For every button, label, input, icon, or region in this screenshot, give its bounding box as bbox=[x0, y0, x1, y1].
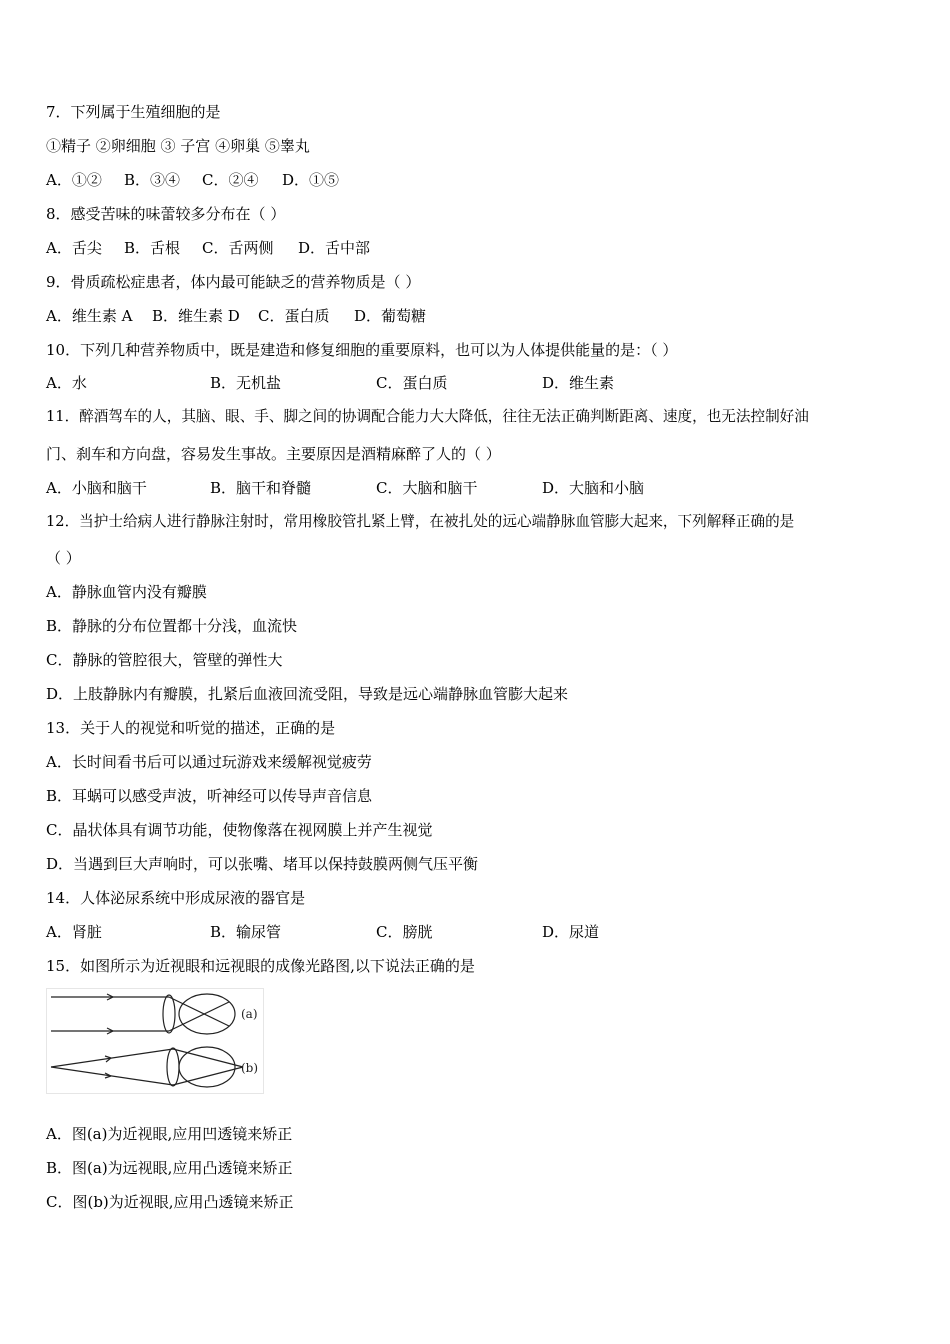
option-c: C．舌两侧 bbox=[202, 239, 274, 257]
question-12-option-d: D．上肢静脉内有瓣膜，扎紧后血液回流受阻，导致是远心端静脉血管膨大起来 bbox=[46, 685, 569, 703]
question-13-option-c: C．晶状体具有调节功能，使物像落在视网膜上并产生视觉 bbox=[46, 821, 433, 839]
question-12-option-b: B．静脉的分布位置都十分浅，血流快 bbox=[46, 617, 298, 635]
option-d: D．葡萄糖 bbox=[354, 307, 427, 325]
question-10-stem: 10．下列几种营养物质中，既是建造和修复细胞的重要原料，也可以为人体提供能量的是：（ ） bbox=[46, 341, 678, 359]
question-13-option-b: B．耳蜗可以感受声波，听神经可以传导声音信息 bbox=[46, 787, 373, 805]
question-15-option-b: B．图(a)为远视眼,应用凸透镜来矫正 bbox=[46, 1159, 293, 1177]
option-b: B．无机盐 bbox=[210, 374, 282, 392]
question-12-stem-line1: 12．当护士给病人进行静脉注射时，常用橡胶管扎紧上臂，在被扎处的远心端静脉血管膨大起来，下列解释正确的是 bbox=[46, 513, 795, 530]
option-a: A．舌尖 bbox=[46, 239, 102, 257]
question-12-stem-line2: （ ） bbox=[46, 549, 81, 567]
option-c: C．大脑和脑干 bbox=[376, 479, 478, 497]
option-b: B．维生素 D bbox=[152, 307, 240, 325]
question-8-stem: 8．感受苦味的味蕾较多分布在（ ） bbox=[46, 205, 286, 223]
option-b: B．③④ bbox=[124, 171, 181, 189]
question-12-option-a: A．静脉血管内没有瓣膜 bbox=[46, 583, 207, 601]
lens-b bbox=[167, 1048, 179, 1086]
option-c: C．蛋白质 bbox=[258, 307, 330, 325]
question-13-stem: 13．关于人的视觉和听觉的描述，正确的是 bbox=[46, 719, 336, 737]
label-b: (b) bbox=[241, 1061, 259, 1075]
option-a: A．肾脏 bbox=[46, 923, 102, 941]
question-7-stem: 7．下列属于生殖细胞的是 bbox=[46, 103, 221, 121]
question-15-stem: 15．如图所示为近视眼和远视眼的成像光路图,以下说法正确的是 bbox=[46, 957, 475, 975]
option-d: D．①⑤ bbox=[282, 171, 340, 189]
eyeball-a bbox=[179, 994, 235, 1034]
option-c: C．膀胱 bbox=[376, 923, 433, 941]
lens-a bbox=[163, 995, 175, 1033]
option-b: B．脑干和脊髓 bbox=[210, 479, 312, 497]
question-9-stem: 9．骨质疏松症患者，体内最可能缺乏的营养物质是（ ） bbox=[46, 273, 421, 291]
eye-ray-diagram bbox=[46, 988, 264, 1094]
option-b: B．舌根 bbox=[124, 239, 181, 257]
question-15-option-c: C．图(b)为近视眼,应用凸透镜来矫正 bbox=[46, 1193, 294, 1211]
question-13-option-a: A．长时间看书后可以通过玩游戏来缓解视觉疲劳 bbox=[46, 753, 372, 771]
question-12-option-c: C．静脉的管腔很大，管壁的弹性大 bbox=[46, 651, 283, 669]
question-11-stem-line1: 11．醉酒驾车的人，其脑、眼、手、脚之间的协调配合能力大大降低，往往无法正确判断距离、速度，也无法控制好油 bbox=[46, 408, 809, 425]
question-11-stem-line2: 门、刹车和方向盘，容易发生事故。主要原因是酒精麻醉了人的（ ） bbox=[46, 445, 501, 463]
option-a: A．维生素 A bbox=[46, 307, 133, 325]
label-a: (a) bbox=[241, 1007, 258, 1021]
option-a: A．小脑和脑干 bbox=[46, 479, 147, 497]
question-7-items: ①精子 ②卵细胞 ③ 子宫 ④卵巢 ⑤睾丸 bbox=[46, 137, 310, 155]
question-14-stem: 14．人体泌尿系统中形成尿液的器官是 bbox=[46, 889, 306, 907]
option-d: D．舌中部 bbox=[298, 239, 371, 257]
option-d: D．维生素 bbox=[542, 374, 615, 392]
option-d: D．尿道 bbox=[542, 923, 600, 941]
option-c: C．蛋白质 bbox=[376, 374, 448, 392]
option-d: D．大脑和小脑 bbox=[542, 479, 645, 497]
option-a: A．水 bbox=[46, 374, 87, 392]
option-a: A．①② bbox=[46, 171, 102, 189]
option-b: B．输尿管 bbox=[210, 923, 282, 941]
question-15-option-a: A．图(a)为近视眼,应用凹透镜来矫正 bbox=[46, 1125, 293, 1143]
option-c: C．②④ bbox=[202, 171, 259, 189]
question-13-option-d: D．当遇到巨大声响时，可以张嘴、堵耳以保持鼓膜两侧气压平衡 bbox=[46, 855, 479, 873]
